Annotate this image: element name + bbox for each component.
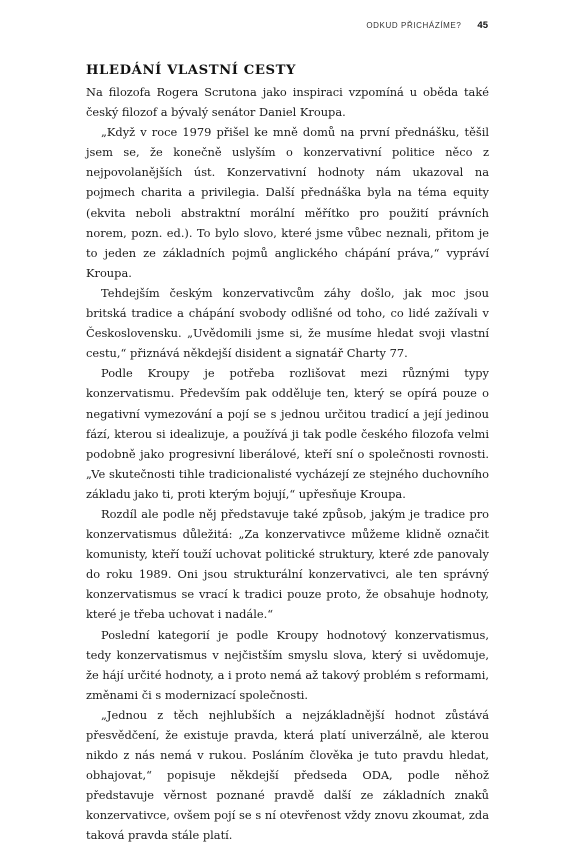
article-body [86,62,489,846]
paragraph-6: Poslední kategorií je podle Kroupy hodnotový konzervatismus, tedy konzervatismus v nejčistším smyslu slova, který si uvědomuje, že hájí určité hodnoty, a i proto nemá až takový problém s reformami, změnami či s modernizací společnosti. [86,627,489,702]
paragraph-5: Rozdíl ale podle něj představuje také způsob, jakým je tradice pro konzervatismus důležitá: „Za konzervativce můžeme klidně označit komunisty, kteří touží uchovat politické struktury, které zde panovaly do roku 1989. Oni jsou strukturální konzervativci, ale ten správný konzervatismus se vrací k tradici pouze proto, že obsahuje hodnoty, které je třeba uchovat i nadále.“ [86,506,489,622]
paragraph-2: „Když v roce 1979 přišel ke mně domů na první přednášku, těšil jsem se, že konečně uslyším o konzervativní politice něco z nejpovolanějších úst. Konzervativní hodnoty nám ukazoval na pojmech charita a privilegia. Další přednáška byla na téma equity (ekvita neboli abstraktní morální měřítko pro použití právních norem, pozn. ed.). To bylo slovo, které jsme vůbec neznali, přitom je to jeden ze základních pojmů anglického chápání práva,“ vypráví Kroupa. [86,125,489,280]
running-header [366,20,488,34]
running-title: ODKUD PŘICHÁZÍME? [366,21,462,30]
paragraph-7: „Jednou z těch nejhlubších a nejzákladnější hodnot zůstává přesvědčení, že existuje pravda, která platí univerzálně, ale kterou nikdo z nás nemá v rukou. Posláním člověka je tuto pravdu hledat, obhajovat,“ popisuje někdejší předseda ODA, podle něhož představuje věrnost poznané pravdě další ze základních znaků konzervativce, ovšem pojí se s ní otevřenost vždy znovu zkoumat, zda taková pravda stále platí. [86,707,489,843]
paragraph-1: Na filozofa Rogera Scrutona jako inspiraci vzpomíná u oběda také český filozof a bývalý senátor Daniel Kroupa. [86,85,489,120]
section-heading: HLEDÁNÍ VLASTNÍ CESTY [86,63,297,78]
paragraph-3: Tehdejším českým konzervativcům záhy došlo, jak moc jsou britská tradice a chápání svobody odlišné od toho, co lidé zažívali v Československu. „Uvědomili jsme si, že musíme hledat svoji vlastní cestu,“ přiznává někdejší disident a signatář Charty 77. [86,285,489,361]
page-number: 45 [477,20,488,31]
paragraph-4: Podle Kroupy je potřeba rozlišovat mezi různými typy konzervatismu. Především pak odděluje ten, který se opírá pouze o negativní vymezování a pojí se s jednou určitou tradicí a její jedinou fází, kterou si idealizuje, a používá ji tak podle českého filozofa velmi podobně jako progresivní liberálové, kteří sní o společnosti rovnosti. „Ve skutečnosti tihle tradicionalisté vycházejí ze stejného duchovního základu jako ti, proti kterým bojují,“ upřesňuje Kroupa. [86,366,489,501]
